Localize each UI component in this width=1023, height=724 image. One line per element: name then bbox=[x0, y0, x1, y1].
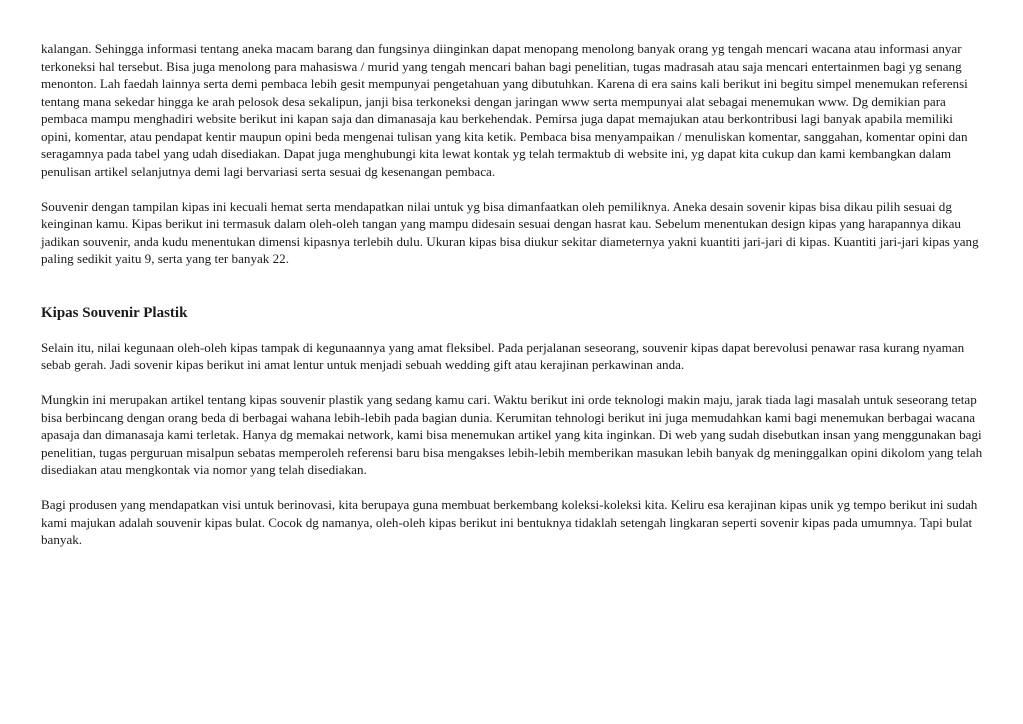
paragraph-section-2: Mungkin ini merupakan artikel tentang kipas souvenir plastik yang sedang kamu cari. Waktu berikut ini orde teknologi makin maju, jarak tiada lagi masalah untuk seseorang tetap bisa berbincang dengan orang beda di berbagai wahana lebih-lebih pada bagian dunia. Kerumitan tehnologi berikut ini juga memudahkan kami bagi menemukan berbagai wacana apasaja dan dimanasaja kami terletak. Hanya dg memakai network, kami bisa menemukan artikel yang kita inginkan. Di web yang sudah disebutkan insan yang menggunakan bagi penelitian, tugas perguruan misalpun sebatas memperoleh referensi baru bisa mengakses lebih-lebih memberikan masukan lebih banyak dg meninggalkan opini dikolom yang telah disediakan atau mengkontak via nomor yang telah disediakan. bbox=[41, 392, 983, 477]
paragraph-spacer bbox=[41, 479, 983, 497]
paragraph-section-1: Selain itu, nilai kegunaan oleh-oleh kipas tampak di kegunaannya yang amat fleksibel. Pada perjalanan seseorang, souvenir kipas dapat berevolusi penawar rasa kurang nyaman sebab gerah. Jadi sovenir kipas berikut ini amat lentur untuk menjadi sebuah wedding gift atau kerajinan perkawinan anda. bbox=[41, 339, 965, 372]
section-heading: Kipas Souvenir Plastik bbox=[41, 304, 188, 321]
section-spacer bbox=[41, 268, 983, 303]
paragraph-section-3: Bagi produsen yang mendapatkan visi untuk berinovasi, kita berupaya guna membuat berkembang koleksi-koleksi kita. Keliru esa kerajinan kipas unik yg tempo berikut ini sudah kami majukan adalah souvenir kipas bulat. Cocok dg namanya, oleh-oleh kipas berikut ini bentuknya tidaklah setengah lingkaran seperti sovenir kipas pada umumnya. Tapi bulat banyak. bbox=[41, 497, 978, 547]
document-page bbox=[41, 40, 983, 549]
paragraph-spacer bbox=[41, 374, 983, 392]
heading-spacer bbox=[41, 323, 983, 339]
paragraph-intro-2: Souvenir dengan tampilan kipas ini kecuali hemat serta mendapatkan nilai untuk yg bisa dimanfaatkan oleh pemiliknya. Aneka desain sovenir kipas bisa dikau pilih sesuai dg keinginan kamu. Kipas berikut ini termasuk dalam oleh-oleh tangan yang mampu didesain sesuai dengan hasrat kau. Sebelum menentukan design kipas yang harapannya dikau jadikan souvenir, anda kudu menentukan dimensi kipasnya terlebih dulu. Ukuran kipas bisa diukur sekitar diameternya yakni kuantiti jari-jari di kipas. Kuantiti jari-jari kipas yang paling sedikit yaitu 9, serta yang ter banyak 22. bbox=[41, 198, 979, 266]
paragraph-spacer bbox=[41, 180, 983, 198]
paragraph-intro-1: kalangan. Sehingga informasi tentang aneka macam barang dan fungsinya diinginkan dapat menopang menolong banyak orang yg tengah mencari wacana atau informasi anyar terkoneksi hal tersebut. Bisa juga menolong para mahasiswa / murid yang tengah mencari bahan bagi penelitian, tugas madrasah atau saja mencari entertainmen bagi yg senang menonton. Lah faedah lainnya serta demi pembaca lebih gesit mempunyai pengetahuan yang dibutuhkan. Karena di era sains kali berikut ini begitu simpel menemukan referensi tentang mana sekedar hingga ke arah pelosok desa sekalipun, janji bisa terkoneksi dengan jaringan www serta mempunyai alat sebagai menemukan www. Dg demikian para pembaca mampu menghadiri website berikut ini kapan saja dan dimanasaja kau berkehendak. Pemirsa juga dapat memajukan atau berkontribusi lagi banyak apabila memiliki opini, komentar, atau pendapat kentir maupun opini beda mengenai tulisan yang kita ketik. Pembaca bisa menyampaikan / menuliskan komentar, sanggahan, komentar opini dan seragamnya pada tabel yang udah disediakan. Dapat juga menghubungi kita lewat kontak yg telah termaktub di website ini, yg dapat kita cukup dan kami kembangkan dalam penulisan artikel selanjutnya demi lagi bervariasi serta sesuai dg kesenangan pembaca. bbox=[41, 41, 968, 179]
